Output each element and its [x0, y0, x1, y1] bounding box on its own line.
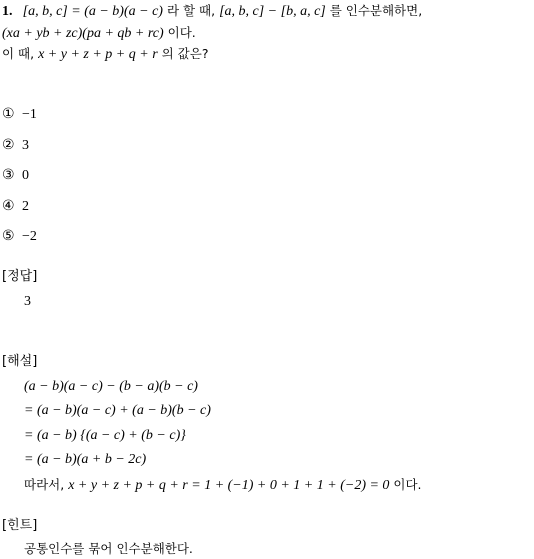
sum-expression: x + y + z + p + q + r [38, 47, 158, 62]
choice-5-mark: ⑤ [2, 228, 15, 244]
choice-4-mark: ④ [2, 198, 15, 214]
choice-4[interactable] [2, 197, 29, 216]
choice-3-value: 0 [22, 168, 29, 183]
question-text-3a: 이 때, [2, 46, 39, 61]
explanation-step-2: = (a − b)(a − c) + (a − b)(b − c) [24, 403, 211, 418]
factored-form: (xa + yb + zc)(pa + qb + rc) [2, 26, 164, 41]
question-text-1b: 를 인수분해하면, [325, 3, 423, 18]
explanation-conclusion [24, 476, 422, 495]
conclusion-text-b: 이다. [389, 477, 422, 492]
choice-2-value: 3 [22, 138, 29, 153]
explanation-step-4: = (a − b)(a + b − 2c) [24, 452, 147, 467]
bracket-expression: [a, b, c] − [b, a, c] [219, 4, 326, 19]
choice-1-value: −1 [22, 107, 37, 122]
choice-1[interactable] [2, 105, 37, 124]
choice-2[interactable] [2, 136, 29, 155]
explanation-label: [해설] [2, 354, 38, 369]
choice-1-mark: ① [2, 106, 15, 122]
answer-value: 3 [24, 294, 31, 309]
hint-label: [힌트] [2, 518, 38, 533]
choice-5-value: −2 [22, 229, 37, 244]
question-line-2 [2, 24, 196, 43]
answer-label: [정답] [2, 269, 38, 284]
question-text-2: 이다. [163, 25, 196, 40]
choice-3-mark: ③ [2, 167, 15, 183]
question-text-3b: 의 값은? [157, 46, 209, 61]
explanation-step-3: = (a − b) {(a − c) + (b − c)} [24, 428, 186, 443]
conclusion-text-a: 따라서, [24, 477, 69, 492]
question-number: 1. [2, 4, 13, 19]
question-line-1 [2, 2, 422, 21]
choice-2-mark: ② [2, 137, 15, 153]
choice-5[interactable] [2, 227, 37, 246]
choice-3[interactable] [2, 166, 29, 185]
conclusion-math: x + y + z + p + q + r = 1 + (−1) + 0 + 1 + 1 + (−2) = 0 [68, 478, 390, 493]
explanation-step-1: (a − b)(a − c) − (b − a)(b − c) [24, 379, 198, 394]
choice-4-value: 2 [22, 199, 29, 214]
question-text-1a: 라 할 때, [162, 3, 220, 18]
question-line-3 [2, 45, 208, 64]
hint-text [24, 540, 193, 558]
bracket-definition: [a, b, c] = (a − b)(a − c) [22, 4, 163, 19]
hint-text-content: 공통인수를 묶어 인수분해한다. [24, 541, 193, 556]
